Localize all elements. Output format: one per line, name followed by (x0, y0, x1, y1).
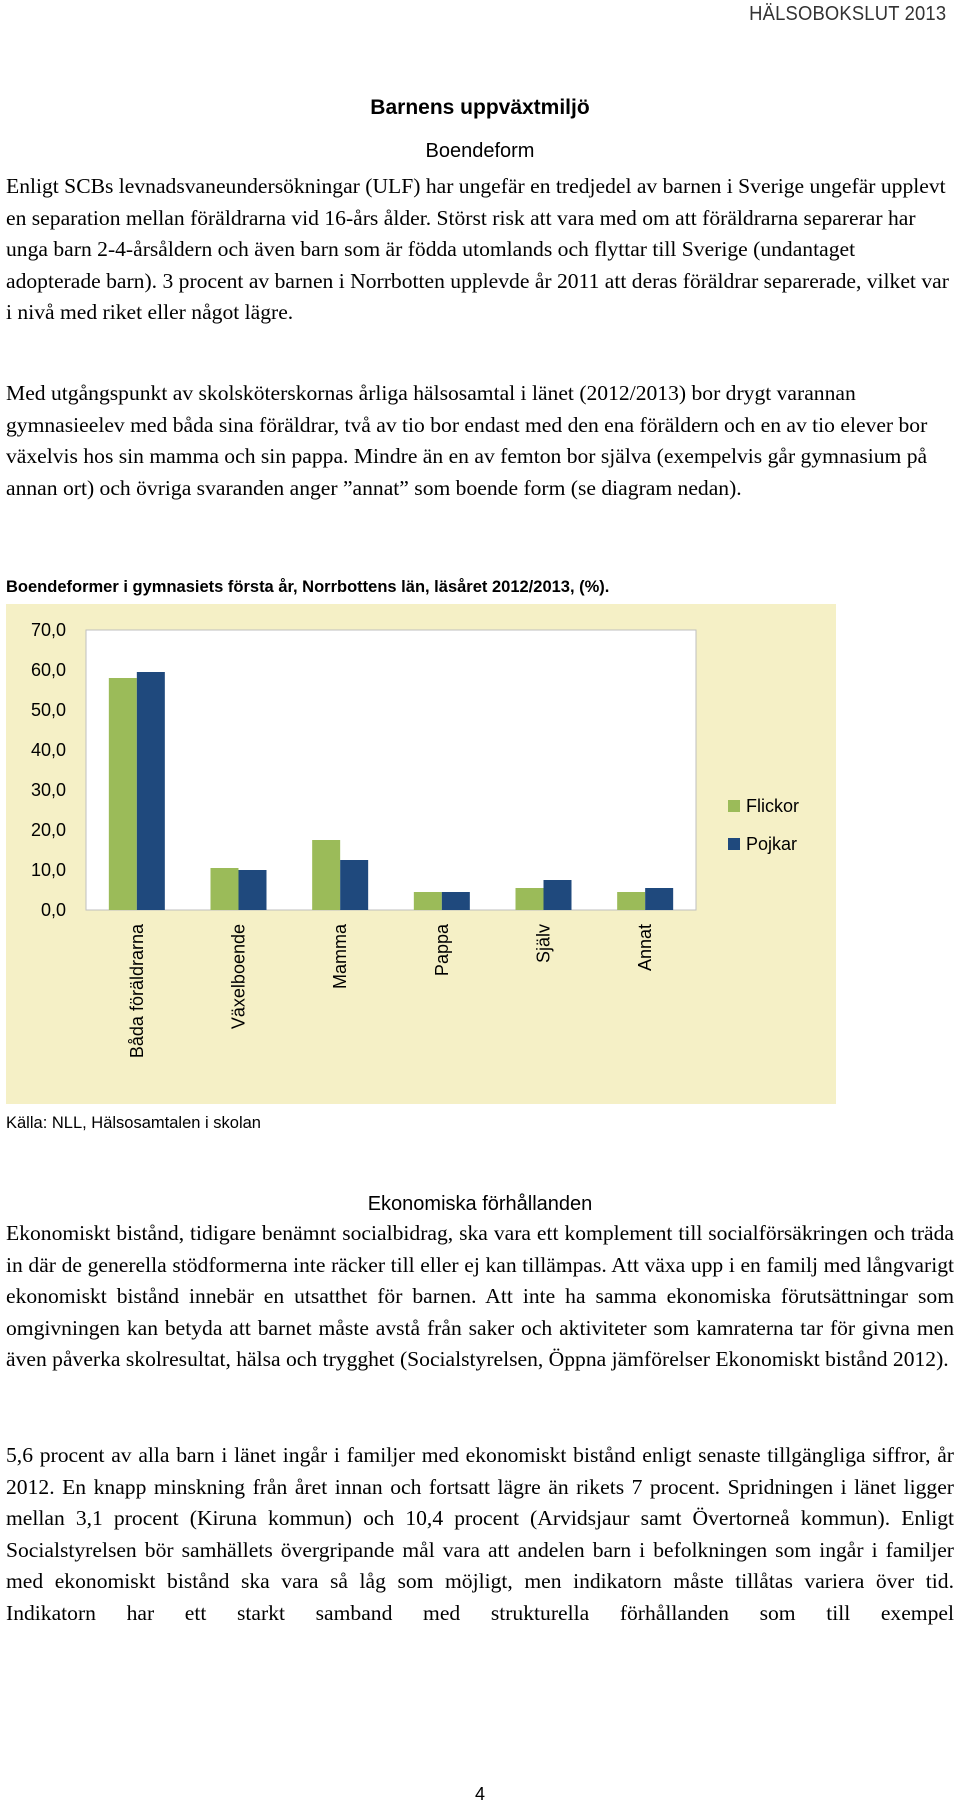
legend-label-flickor: Flickor (746, 796, 799, 816)
bar-pojkar (544, 880, 572, 910)
bar-pojkar (239, 870, 267, 910)
x-tick-label: Själv (533, 924, 554, 964)
bar-pojkar (137, 672, 165, 910)
x-tick-label: Annat (635, 924, 656, 972)
chart-caption: Boendeformer i gymnasiets första år, Norrbottens län, läsåret 2012/2013, (%). (6, 578, 610, 596)
section2-title: Ekonomiska förhållanden (367, 1193, 593, 1215)
page-number: 4 (474, 1784, 485, 1804)
paragraph-living-arrangements: Med utgångspunkt av skolsköterskornas årliga hälsosamtal i länet (2012/2013) bor drygt varannan gymnasieelev med båda sina föräldrar, två av tio bor endast med den ena föräldern och en av tio elever bor växelvis hos sin mamma och sin pappa. Mindre än en av femton bor själva (exempelvis går gymnasium på annan ort) och övriga svaranden anger ”annat” som boende form (se diagram nedan). (6, 381, 928, 500)
legend-swatch-pojkar (728, 838, 740, 850)
y-tick-label: 60,0 (30, 660, 66, 680)
bar-flickor (516, 888, 544, 910)
x-tick-label: Pappa (431, 924, 452, 977)
chart-source: Källa: NLL, Hälsosamtalen i skolan (6, 1114, 261, 1132)
plot-area (86, 630, 696, 910)
section-subtitle: Boendeform (425, 140, 535, 162)
x-tick-label: Växelboende (228, 924, 249, 1030)
y-tick-label: 70,0 (30, 620, 66, 640)
bar-chart-svg (6, 604, 836, 1104)
section-title: Barnens uppväxtmiljö (370, 96, 590, 119)
bar-chart (6, 604, 836, 1104)
y-tick-label: 40,0 (30, 740, 66, 760)
running-header: HÄLSOBOKSLUT 2013 (748, 3, 946, 25)
y-tick-label: 10,0 (30, 860, 66, 880)
bar-pojkar (442, 892, 470, 910)
bar-flickor (617, 892, 645, 910)
bar-pojkar (340, 860, 368, 910)
y-tick-label: 50,0 (30, 700, 66, 720)
y-tick-label: 20,0 (30, 820, 66, 840)
y-tick-label: 30,0 (30, 780, 66, 800)
legend-swatch-flickor (728, 800, 740, 812)
legend-label-pojkar: Pojkar (746, 834, 798, 854)
paragraph-separation: Enligt SCBs levnadsvaneundersökningar (ULF) har ungefär en tredjedel av barnen i Sverige ungefär upplevt en separation mellan föräldrarna vid 16-års ålder. Störst risk att vara med om att föräldrarna separerar har unga barn 2-4-årsåldern och även barn som är födda utomlands och flyttar till Sverige (undantaget adopterade barn). 3 procent av barnen i Norrbotten upplevde år 2011 att deras föräldrar separerade, vilket var i nivå med riket eller något lägre. (6, 174, 949, 324)
bar-flickor (211, 868, 239, 910)
paragraph-economic-stats: 5,6 procent av alla barn i länet ingår i familjer med ekonomiskt bistånd enligt senaste tillgängliga siffror, år 2012. En knapp minskning från året innan och fortsatt lägre än rikets 7 procent. Spridningen i länet ligger mellan 3,1 procent (Kiruna kommun) och 10,4 procent (Arvidsjaur samt Övertorneå kommun). Enligt Socialstyrelsen bör samhällets övergripande mål vara att andelen barn i befolkningen som ingår i familjer med ekonomiskt bistånd ska vara så låg som möjligt, men indikatorn måste tillåtas variera över tid. Indikatorn har ett starkt samband med strukturella förhållanden som till exempel (6, 1443, 954, 1625)
bar-flickor (109, 678, 137, 910)
bar-flickor (414, 892, 442, 910)
bar-flickor (312, 840, 340, 910)
bar-pojkar (645, 888, 673, 910)
x-tick-label: Mamma (330, 924, 351, 990)
x-tick-label: Båda föräldrarna (126, 924, 147, 1059)
y-tick-label: 0,0 (40, 900, 66, 920)
paragraph-economic-support: Ekonomiskt bistånd, tidigare benämnt socialbidrag, ska vara ett komplement till socialförsäkringen och träda in där de generella stödformerna inte räcker till eller ej kan tillämpas. Att växa upp i en familj med långvarigt ekonomiskt bistånd innebär en utsatthet för barnen. Att inte ha samma ekonomiska förutsättningar som omgivningen kan betyda att barnet måste avstå från saker och aktiviteter som kamraterna tar för givna men även påverka skolresultat, hälsa och trygghet (Socialstyrelsen, Öppna jämförelser Ekonomiskt bistånd 2012). (6, 1221, 954, 1371)
